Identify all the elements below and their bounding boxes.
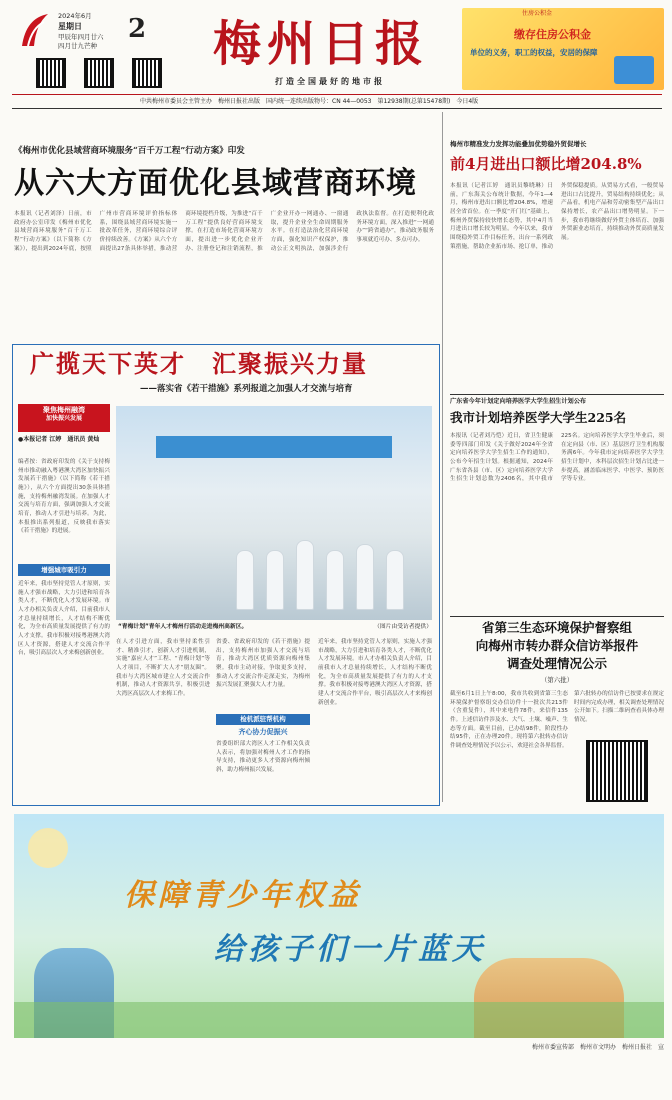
photo-banner — [156, 436, 392, 458]
inspection-headline-3: 调查处理情况公示 — [506, 656, 607, 671]
lead-body: 本报讯（记者刘泽）日前，市政府办公室印发《梅州市优化县域营商环境服务“百千万工程”行动方案》（以下简称《方案》），提出到2024年底，按照广州市营商环境评价指标体系，围绕县域营商环境实施一批改革任务，营商环境综合评价持续改善。《方案》从六个方面提出27条具体举措，推动营商环境提档升级，为推进“百千万工程”提供良好营商环境支撑。在打造市场化营商环境方面，提出进一步优化企业开办、注册登记和注销流程，推广企业开办一网通办、一窗通取，提升企业全生命周期服务水平。在打造法治化营商环境方面，强化知识产权保护，推动公正文明执法，加强涉企行政执法监督。在打造便利化政务环境方面，深入推进“一网通办”“跨省通办”，推动政务服务事项就近可办、多点可办。 — [14, 211, 434, 252]
medical-rule — [450, 394, 664, 395]
right-column-divider — [442, 112, 443, 802]
inspection-rule — [450, 616, 664, 617]
date-year-month: 2024年6月 — [58, 12, 92, 20]
person-figure — [296, 540, 314, 610]
paper-title: 梅州日报 — [212, 16, 429, 72]
inspection-qr-code[interactable] — [586, 740, 648, 802]
inspection-body: 截至6月1日上午8:00，我市共收到省第三生态环境保护督察组交办信访件十一批次共213件（含重复件），其中来电件78件，来信件135件。上述信访件涉及水、大气、土壤、噪声、生态等方面。截至目前，已办结98件，阶段性办结95件，正在办理20件。现将第六批转办信访件调查处理情况予以公示，欢迎社会各界监督。 — [450, 691, 568, 749]
issue-day-number: 2 — [127, 14, 147, 44]
medical-body: 本报讯（记者刘乃恺）近日，省卫生健康委等四部门印发《关于做好2024年全省定向培养医学大学生招生工作的通知》，公布今年招生计划。根据通知，2024年广东省各县（市、区）定向培养医学大学生招生计划总数为2406名，其中我市225名。定向培养医学大学生毕业后，须在定向县（市、区）基层医疗卫生机构服务满6年。今年我市定向培养医学大学生招生计划中，本科层次招生计划占比进一步提高，涵盖临床医学、中医学、预防医学等专业。 — [450, 433, 664, 483]
qr-code-3 — [132, 58, 162, 88]
date-solar-term: 四月廿九芒种 — [58, 42, 97, 51]
photo-credit: （图片由受访者提供） — [374, 624, 432, 630]
medical-headline: 我市计划培养医学大学生225名 — [450, 410, 627, 425]
talent-sub-heading-3: 齐心协力促振兴 — [238, 728, 288, 736]
section-tag-line1: 聚焦梅州融湾 — [43, 406, 85, 414]
talent-body-2: 近年来，我市坚持党管人才原则，实施人才强市战略，大力引进和培育各类人才，不断优化人才发展环境。市人才办相关负责人介绍，目前我市人才总量持续增长，人才结构不断优化，为全市高质量发展提供了有力的人才支撑。我市积极对接粤港澳大湾区人才资源，搭建人才交流合作平台，吸引高层次人才来梅创新创业。 — [18, 581, 110, 657]
ad-title: 缴存住房公积金 — [514, 28, 591, 41]
inspection-headline-2: 向梅州市转办群众信访举报件 — [475, 638, 639, 653]
person-figure — [236, 550, 254, 610]
talent-sub-heading-1: 增强城市吸引力 — [18, 564, 110, 576]
photo-caption: “青梅计划”青年人才梅州行活动走进梅州高新区。 — [118, 624, 248, 630]
date-lunar: 甲辰年四月廿六 — [58, 33, 104, 42]
qr-code-2 — [84, 58, 114, 88]
banner-footer: 梅州市委宣传部 梅州市文明办 梅州日报社 宣 — [531, 1044, 664, 1051]
trade-kicker: 梅州市精准发力发挥功能叠加优势稳外贸促增长 — [450, 140, 587, 148]
talent-body-4: 省委、省政府印发的《若干措施》提出，支持梅州市加强人才交流与培育，推动大湾区优质资源向梅州集聚。我市主动对接，争取更多支持，推动人才交流合作走深走实，为梅州振兴发展汇聚强大人才力量。 — [216, 639, 310, 689]
masthead-rule — [12, 94, 662, 95]
talent-body-6: 近年来，我市坚持党管人才原则，实施人才强市战略，大力引进和培育各类人才，不断优化人才发展环境。市人才办相关负责人介绍，目前我市人才总量持续增长，人才结构不断优化，为全市高质量发展提供了有力的人才支撑。我市积极对接粤港澳大湾区人才资源，搭建人才交流合作平台，吸引高层次人才来梅创新创业。 — [318, 639, 432, 706]
date-block — [58, 12, 118, 52]
talent-intro: 编者按：省政府印发的《关于支持梅州市推动融入粤港澳大湾区加快振兴发展若干措施》（以下简称《若干措施》），从六个方面提出30条具体措施，支持梅州融湾发展。在加强人才交流与培育方面，强调加强人才交流培育，推动人才引进与培养。为此，本报推出系列报道，反映我市落实《若干措施》的进展。 — [18, 459, 110, 535]
person-figure — [386, 550, 404, 610]
trade-body: 本报讯（记者江婷 通讯员黎晓琳）日前，广东海关公布统计数据，今年1—4月，梅州市进出口额比增204.8%，增速居全省首位。在一季度“开门红”基础上，梅州外贸保持较快增长态势，其中4月当月进出口增长较为明显。今年以来，我市围绕稳外贸工作目标任务，出台一系列政策措施，帮助企业拓市场、抢订单，推动外贸保稳提质。从贸易方式看，一般贸易进出口占比提升，贸易结构持续优化；从产品看，机电产品和劳动密集型产品出口保持增长，农产品出口增势明显。下一步，我市将继续做好外贸主体培育、加强外贸新业态培育，持续推动外贸高质量发展。 — [450, 183, 664, 250]
person-figure — [266, 550, 284, 610]
talent-byline: ●本报记者 江婷 通讯员 黄灿 — [18, 436, 100, 443]
paper-slogan: 打造全国最好的地市报 — [275, 77, 385, 86]
inspection-batch: （第六批） — [540, 676, 574, 684]
date-weekday: 星期日 — [58, 22, 82, 32]
info-rule — [12, 108, 662, 109]
house-icon — [614, 56, 654, 84]
trade-headline: 前4月进出口额比增204.8% — [450, 155, 642, 173]
qr-code-1 — [36, 58, 66, 88]
ad-subtitle: 单位的义务，职工的权益，安居的保障 — [470, 48, 598, 57]
lead-headline: 从六大方面优化县域营商环境 — [14, 166, 417, 201]
medical-kicker: 广东省今年计划定向培养医学大学生招生计划公布 — [450, 398, 587, 405]
person-figure — [356, 544, 374, 610]
talent-body-5: 省委组织部大湾区人才工作相关负责人表示，将加强对梅州人才工作的指导支持，推动更多人才资源向梅州倾斜，助力梅州振兴发展。 — [216, 741, 310, 773]
ad-brand: 住房公积金 — [522, 10, 553, 17]
sun-decoration — [28, 828, 68, 868]
talent-headline: 广揽天下英才 汇聚振兴力量 — [30, 349, 368, 378]
section-tag — [18, 404, 110, 432]
talent-photo — [116, 406, 432, 620]
banner-line-2: 给孩子们一片蓝天 — [214, 932, 486, 967]
youth-rights-banner — [14, 814, 664, 1038]
inspection-body-2: 第六批转办的信访件已按要求在规定时间内完成办理，相关调查处理情况公开如下。扫描二维码查看具体办理情况。 — [574, 691, 664, 723]
talent-sub-heading-2: 检机派驻帮机构 — [216, 714, 310, 725]
banner-line-1: 保障青少年权益 — [124, 878, 362, 913]
grass-ground — [14, 1002, 664, 1038]
housing-fund-ad[interactable] — [462, 8, 664, 90]
talent-subhead: ——落实省《若干措施》系列报道之加强人才交流与培育 — [140, 384, 353, 394]
publication-info: 中共梅州市委员会主管主办 梅州日报社出版 国内统一连续出版物号：CN 44—0053 第12938期(总第15478期) 今日4版 — [140, 98, 479, 105]
lead-kicker: 《梅州市优化县域营商环境服务“百千万工程”行动方案》印发 — [14, 146, 245, 156]
inspection-headline-1: 省第三生态环境保护督察组 — [481, 620, 632, 635]
section-tag-line2: 加快振兴发展 — [45, 415, 82, 423]
person-figure — [326, 550, 344, 610]
newspaper-logo — [18, 10, 52, 50]
talent-body-3: 在人才引进方面，我市坚持柔性引才、精准引才，创新人才引进机制，实施“嘉应人才”工程、“青梅计划”等人才项目，不断扩大人才“朋友圈”。我市与大湾区城市建立人才交流合作机制，推动人才资源共享，积极引进大湾区高层次人才来梅工作。 — [116, 639, 210, 697]
